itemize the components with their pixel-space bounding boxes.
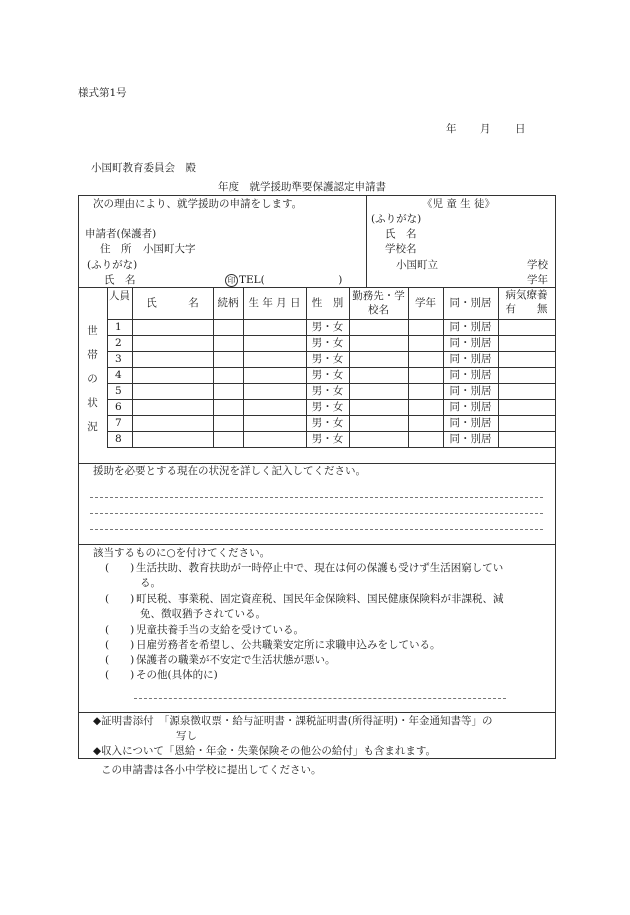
household-row-number: 4 — [115, 369, 122, 381]
household-side-label-char: 世 — [87, 325, 98, 337]
household-header-sex: 性 別 — [311, 297, 344, 309]
reason-6-text: その他(具体的に) — [136, 669, 218, 681]
form-title: 年度 就学援助準要保護認定申請書 — [218, 181, 386, 193]
household-row-line-1 — [107, 335, 555, 336]
household-header-work: 勤務先・学校名 — [352, 290, 405, 316]
reason-1-checkbox[interactable]: ( ) — [105, 562, 135, 574]
note-certificate: ◆証明書添付 「源泉徴収票・給与証明書・課税証明書(所得証明)・年金通知書等」の — [93, 715, 493, 727]
household-row-sex[interactable]: 男・女 — [311, 337, 344, 349]
household-header-birth: 生 年 月 日 — [248, 297, 301, 309]
household-row-living[interactable]: 同・別居 — [449, 321, 492, 333]
household-row-sex[interactable]: 男・女 — [311, 433, 344, 445]
reason-4-checkbox[interactable]: ( ) — [105, 639, 135, 651]
reason-6-checkbox[interactable]: ( ) — [105, 669, 135, 681]
reasons-bottom — [78, 712, 555, 713]
household-row-number: 3 — [115, 353, 122, 365]
situation-line-3[interactable] — [90, 529, 543, 530]
student-school-suffix: 学校 — [527, 259, 548, 271]
household-header-relation: 続柄 — [217, 297, 239, 309]
household-row-living[interactable]: 同・別居 — [449, 433, 492, 445]
address-value: 小国町大字 — [143, 243, 196, 255]
household-header-member: 人員 — [109, 290, 130, 302]
household-header-living: 同・別居 — [449, 297, 492, 309]
situation-line-2[interactable] — [90, 513, 543, 514]
applicant-furigana: (ふりがな) — [87, 259, 138, 271]
note-certificate-cont: 写し — [176, 730, 197, 742]
household-side-label-char: 帯 — [87, 349, 98, 361]
household-bottom — [78, 463, 555, 464]
addressee: 小国町教育委員会 殿 — [91, 162, 196, 174]
address-label: 住 所 — [100, 243, 132, 255]
household-row-sex[interactable]: 男・女 — [311, 369, 344, 381]
date-year: 年 — [446, 123, 457, 135]
household-row-number: 8 — [115, 433, 122, 445]
household-side-label-char: 況 — [87, 421, 98, 433]
note-income: ◆収入について「恩給・年金・失業保険その他公の給付」も含まれます。 — [93, 745, 437, 757]
household-side-label-char: の — [87, 373, 98, 385]
form-number: 様式第1号 — [78, 87, 127, 99]
household-row-living[interactable]: 同・別居 — [449, 337, 492, 349]
household-header-illness-sub: 有 無 — [505, 303, 548, 315]
student-grade-suffix: 学年 — [527, 274, 548, 286]
household-row-sex[interactable]: 男・女 — [311, 385, 344, 397]
reason-other-line[interactable] — [134, 698, 506, 699]
household-row-line-6 — [107, 415, 555, 416]
situation-prompt: 援助を必要とする現在の状況を詳しく記入してください。 — [93, 465, 366, 477]
household-row-sex[interactable]: 男・女 — [311, 401, 344, 413]
applicant-label: 申請者(保護者) — [85, 228, 157, 240]
household-side-label-char: 状 — [87, 397, 98, 409]
applicant-student-divider — [366, 195, 367, 287]
household-row-living[interactable]: 同・別居 — [449, 353, 492, 365]
household-header-illness: 病気療養 — [505, 289, 548, 301]
student-school-label: 学校名 — [385, 243, 417, 255]
reason-1-cont: る。 — [140, 577, 161, 589]
household-row-line-5 — [107, 399, 555, 400]
household-row-line-8 — [107, 447, 555, 448]
household-row-line-0 — [107, 319, 555, 320]
reasons-prompt: 該当するものに○を付けてください。 — [93, 547, 271, 559]
household-row-number: 2 — [115, 337, 122, 349]
date-month: 月 — [480, 123, 491, 135]
student-furigana: (ふりがな) — [371, 213, 422, 225]
household-row-number: 5 — [115, 385, 122, 397]
reason-4-text: 日雇労務者を希望し、公共職業安定所に求職申込みをしている。 — [136, 639, 441, 651]
reason-2-checkbox[interactable]: ( ) — [105, 593, 135, 605]
household-row-number: 6 — [115, 401, 122, 413]
date-day: 日 — [515, 123, 526, 135]
household-row-sex[interactable]: 男・女 — [311, 417, 344, 429]
household-row-line-2 — [107, 351, 555, 352]
section1-bottom — [78, 287, 555, 288]
household-row-line-3 — [107, 367, 555, 368]
student-school-prefix: 小国町立 — [396, 259, 438, 271]
household-row-living[interactable]: 同・別居 — [449, 401, 492, 413]
reason-2-text: 町民税、事業税、固定資産税、国民年金保険料、国民健康保険料が非課税、減 — [136, 593, 504, 605]
applicant-name-label: 氏 名 — [104, 274, 136, 286]
household-row-number: 1 — [115, 321, 122, 333]
applicant-intro: 次の理由により、就学援助の申請をします。 — [93, 198, 303, 210]
situation-line-1[interactable] — [90, 497, 543, 498]
household-row-living[interactable]: 同・別居 — [449, 385, 492, 397]
household-row-sex[interactable]: 男・女 — [311, 321, 344, 333]
student-header: 《児 童 生 徒》 — [422, 198, 496, 210]
reason-2-cont: 免、徴収猶予されている。 — [140, 608, 266, 620]
reason-5-text: 保護者の職業が不安定で生活状態が悪い。 — [136, 654, 336, 666]
student-name-label: 氏 名 — [385, 228, 417, 240]
reason-3-text: 児童扶養手当の支給を受けている。 — [136, 624, 304, 636]
household-header-grade: 学年 — [415, 297, 436, 309]
applicant-tel: TEL( ) — [239, 274, 343, 286]
seal-mark: 印 — [225, 274, 238, 287]
household-header-name: 氏 名 — [146, 297, 199, 309]
reason-3-checkbox[interactable]: ( ) — [105, 624, 135, 636]
reason-1-text: 生活扶助、教育扶助が一時停止中で、現在は何の保護も受けず生活困窮してい — [136, 562, 504, 574]
household-row-sex[interactable]: 男・女 — [311, 353, 344, 365]
household-row-number: 7 — [115, 417, 122, 429]
situation-bottom — [78, 544, 555, 545]
reason-5-checkbox[interactable]: ( ) — [105, 654, 135, 666]
household-row-line-4 — [107, 383, 555, 384]
household-row-line-7 — [107, 431, 555, 432]
household-row-living[interactable]: 同・別居 — [449, 369, 492, 381]
household-row-living[interactable]: 同・別居 — [449, 417, 492, 429]
footer-note: この申請書は各小中学校に提出してください。 — [101, 764, 322, 776]
